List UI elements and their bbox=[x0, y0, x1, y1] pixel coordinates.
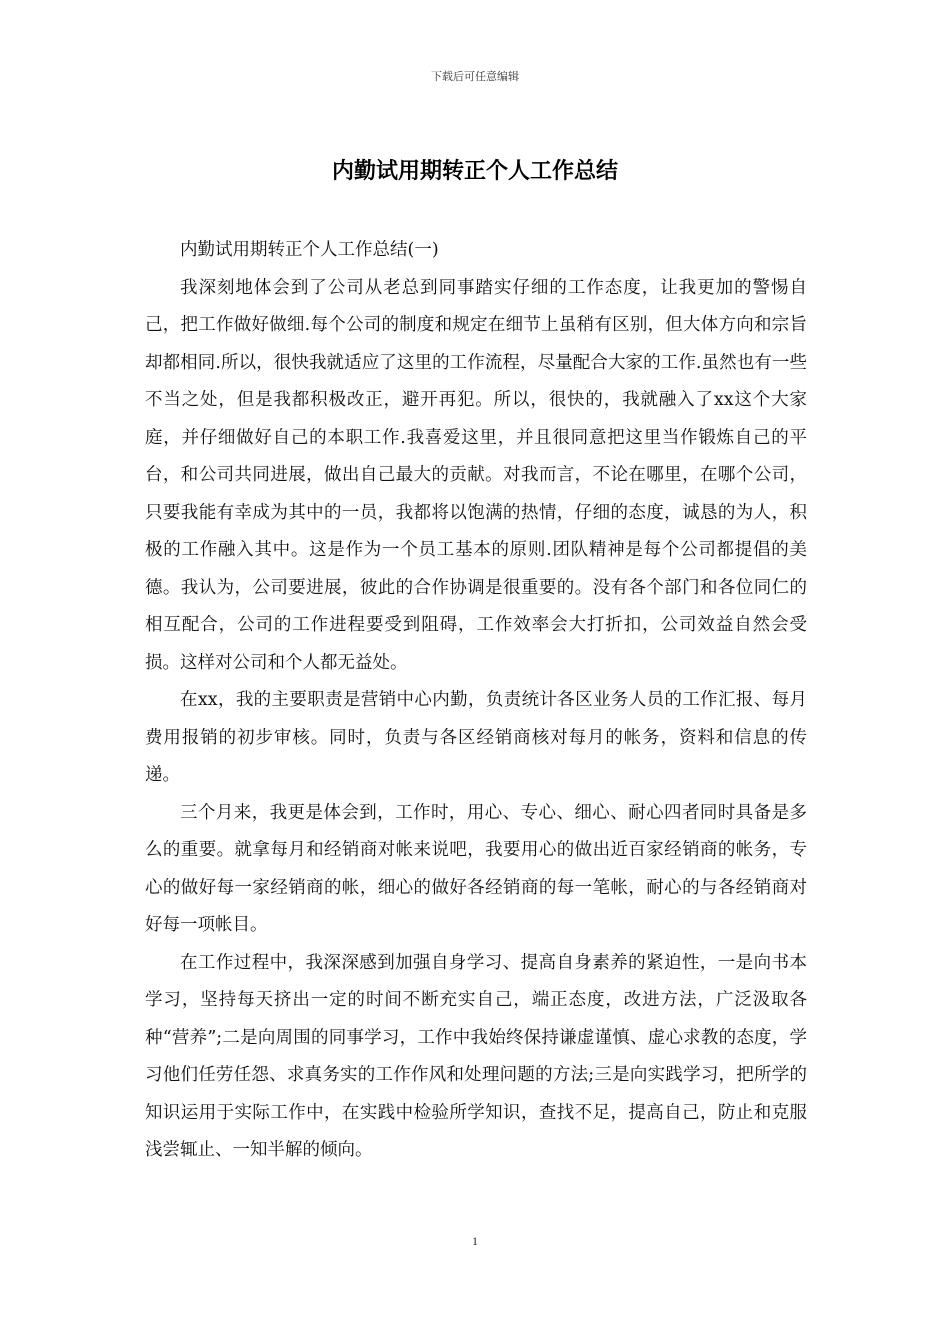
header-note: 下载后可任意编辑 bbox=[431, 70, 519, 83]
document-body bbox=[145, 232, 807, 1170]
section-heading: 内勤试用期转正个人工作总结(一) bbox=[180, 240, 439, 260]
page-number: 1 bbox=[472, 1234, 478, 1248]
body-paragraph: 我深刻地体会到了公司从老总到同事踏实仔细的工作态度，让我更加的警惕自己，把工作做好做细.每个公司的制度和规定在细节上虽稍有区别，但大体方向和宗旨却都相同.所以，很快我就适应了这里的工作流程，尽量配合大家的工作.虽然也有一些不当之处，但是我都积极改正，避开再犯。所以，很快的，我就融入了xx这个大家庭，并仔细做好自己的本职工作.我喜爱这里，并且很同意把这里当作锻炼自己的平台，和公司共同进展，做出自己最大的贡献。对我而言，不论在哪里，在哪个公司，只要我能有幸成为其中的一员，我都将以饱满的热情，仔细的态度，诚恳的为人，积极的工作融入其中。这是作为一个员工基本的原则.团队精神是每个公司都提倡的美德。我认为，公司要进展，彼此的合作协调是很重要的。没有各个部门和各位同仁的相互配合，公司的工作进程要受到阻碍，工作效率会大打折扣，公司效益自然会受损。这样对公司和个人都无益处。 bbox=[145, 277, 807, 673]
body-paragraph: 三个月来，我更是体会到，工作时，用心、专心、细心、耐心四者同时具备是多么的重要。就拿每月和经销商对帐来说吧，我要用心的做出近百家经销商的帐务，专心的做好每一家经销商的帐，细心的做好各经销商的每一笔帐，耐心的与各经销商对好每一项帐目。 bbox=[145, 802, 807, 935]
body-paragraph: 在xx，我的主要职责是营销中心内勤，负责统计各区业务人员的工作汇报、每月费用报销的初步审核。同时，负责与各区经销商核对每月的帐务，资料和信息的传递。 bbox=[145, 690, 807, 785]
document-title: 内勤试用期转正个人工作总结 bbox=[331, 159, 618, 184]
body-paragraph: 在工作过程中，我深深感到加强自身学习、提高自身素养的紧迫性，一是向书本学习，坚持每天挤出一定的时间不断充实自己，端正态度，改进方法，广泛汲取各种“营养”;二是向周围的同事学习，工作中我始终保持谦虚谨慎、虚心求教的态度，学习他们任劳任怨、求真务实的工作作风和处理问题的方法;三是向实践学习，把所学的知识运用于实际工作中，在实践中检验所学知识，查找不足，提高自己，防止和克服浅尝辄止、一知半解的倾向。 bbox=[145, 952, 807, 1160]
